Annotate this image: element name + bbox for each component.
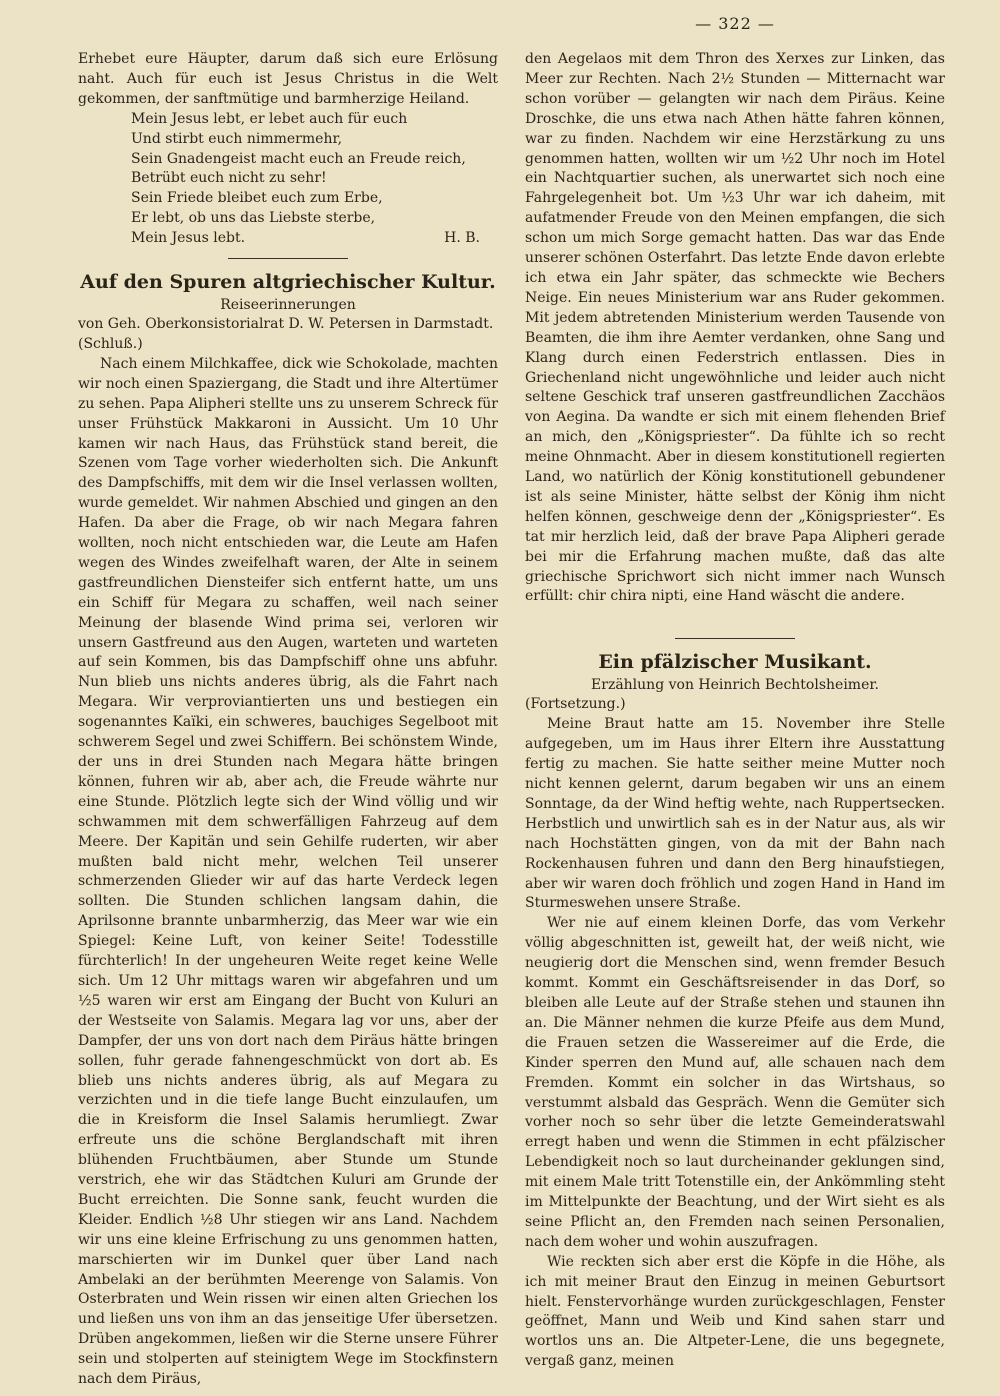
- article-subtitle: Reiseerinnerungen: [220, 297, 356, 314]
- article-byline: von Geh. Oberkonsistorialrat D. W. Petersen in Darmstadt.: [78, 316, 494, 333]
- article-continuation: den Aegelaos mit dem Thron des Xerxes zur Linken, das Meer zur Rechten. Nach 2½ Stunden — Mitternacht war schon vorüber — gelangten wir nach dem Piräus. Keine Droschke, die uns etwa nach Athen hätte fahren können, war zu finden. Nachdem wir eine Herzstärkung zu uns genommen hatten, wollten wir um ½2 Uhr noch im Hotel ein Nachtquartier suchen, als unerwartet sich noch eine Fahrgelegenheit bot. Um ½3 Uhr war ich daheim, mit aufatmender Freude von den Meinen empfangen, die sich schon um mich Sorge gemacht hatten. Das war das Ende unserer schönen Osterfahrt. Das letzte Ende davon erlebte ich etwa ein Jahr später, das schmeckte wie Bechers Neige. Ein neues Ministerium war ans Ruder gekommen. Mit jedem abtretenden Ministerium werden Tausende von Beamten, die ihm ihre Aemter verdanken, ohne Sang und Klang durch einen Federstrich entlassen. Dies in Griechenland nicht ungewöhnliche und leider auch nicht seltene Geschick traf unseren gastfreundlichen Zacchäos von Aegina. Da wandte er sich mit einem flehenden Brief an mich, den „Königspriester“. Da fühlte ich so recht meine Ohnmacht. Aber in diesem konstitutionell regierten Land, wo natürlich der König konstitutionell gebundener ist als seine Minister, hätte selbst der König ihm nicht helfen können, geschweige denn der „Königspriester“. Es tat mir herzlich leid, daß der brave Papa Alipheri gerade bei mir die Erfahrung machen mußte, daß das alte griechische Sprichwort sich nicht immer nach Wunsch erfüllt: chir chira nipti, eine Hand wäscht die andere.: [525, 51, 945, 605]
- poem-line: Betrübt euch nicht zu sehr!: [131, 170, 327, 187]
- story-paragraph: Wie reckten sich aber erst die Köpfe in die Höhe, als ich mit meiner Braut den Einzug in meinen Geburtsort hielt. Fenstervorhänge wurden zurückgeschlagen, Fenster geöffnet, Mann und Weib und Kind sahen starr und wortlos uns an. Die Altpeter-Lene, die uns begegnete, vergaß ganz, meinen: [525, 1253, 945, 1370]
- poem-line: Sein Gnadengeist macht euch an Freude reich,: [131, 150, 466, 167]
- story-byline: Erzählung von Heinrich Bechtolsheimer.: [591, 677, 879, 694]
- right-column: [525, 50, 945, 1372]
- poem-line: Mein Jesus lebt.: [131, 230, 246, 247]
- section-divider: [228, 258, 348, 259]
- poem: [131, 110, 498, 249]
- sermon-closing-paragraph: Erhebet eure Häupter, darum daß sich eure Erlösung naht. Auch für euch ist Jesus Christus in die Welt gekommen, der sanftmütige und barmherzige Heiland.: [78, 51, 498, 107]
- poem-line: Mein Jesus lebt, er lebet auch für euch: [131, 110, 408, 127]
- story-paragraph: Meine Braut hatte am 15. November ihre Stelle aufgegeben, um im Haus ihrer Eltern ihre Ausstattung fertig zu machen. Sie hatte seither meine Mutter noch nicht kennen gelernt, darum begaben wir uns an einem Sonntage, da der Wind heftig wehte, nach Ruppertsecken. Herbstlich und unwirtlich sah es in der Natur aus, als wir nach Hochstätten gingen, von da mit der Bahn nach Rockenhausen fuhren und dann den Berg hinaufstiegen, aber wir waren doch fröhlich und zogen Hand in Hand im Sturmeswehen unsere Straße.: [525, 716, 945, 912]
- poem-signature: H. B.: [444, 230, 480, 247]
- poem-last-line: [131, 229, 498, 249]
- page-number: — 322 —: [695, 14, 775, 33]
- poem-line: Sein Friede bleibet euch zum Erbe,: [131, 190, 383, 207]
- article-paragraph: Nach einem Milchkaffee, dick wie Schokolade, machten wir noch einen Spaziergang, die Stadt und ihre Altertümer zu sehen. Papa Alipheri stellte uns zu unserem Schreck für unser Frühstück Makkaroni in Aussicht. Um 10 Uhr kamen wir nach Haus, das Frühstück stand bereit, die Szenen vom Tage vorher wiederholten sich. Die Ankunft des Dampfschiffs, mit dem wir die Insel verlassen wollten, wurde gemeldet. Wir nahmen Abschied und gingen an den Hafen. Da aber die Frage, ob wir nach Megara fahren wollten, noch nicht entschieden war, die Leute am Hafen wegen des Windes zweifelhaft waren, der Alte in seinem gastfreundlichen Diensteifer sich entfernt hatte, um uns ein Schiff für Megara zu schaffen, weil nach seiner Meinung der blasende Wind prima sei, verloren wir unsern Gastfreund aus den Augen, warteten und warteten auf sein Kommen, bis das Dampfschiff ohne uns abfuhr. Nun blieb uns nichts anderes übrig, als die Fahrt nach Megara. Wir verproviantierten uns und bestiegen ein sogenanntes Kaïki, ein schweres, bauchiges Segelboot mit schwerem Segel und zwei Schiffern. Bei schönstem Winde, der uns in drei Stunden nach Megara hätte bringen können, fuhren wir ab, aber ach, die Freude währte nur eine Stunde. Plötzlich legte sich der Wind völlig und wir schwammen mit dem schwerfälligen Fahrzeug auf dem Meere. Der Kapitän und sein Gehilfe ruderten, wir aber mußten bald nicht mehr, welchen Teil unserer schmerzenden Glieder wir auf das harte Verdeck legen sollten. Die Stunden schlichen langsam dahin, die Aprilsonne brannte unbarmherzig, das Meer war wie ein Spiegel: Keine Luft, von keiner Seite! Todesstille fürchterlich! In der ungeheuren Weite reget keine Welle sich. Um 12 Uhr mittags waren wir abgefahren und um ½5 waren wir erst am Eingang der Bucht von Kuluri an der Westseite von Salamis. Megara lag vor uns, aber der Dampfer, der uns von dort nach dem Piräus hätte bringen sollen, fuhr gerade fahnengeschmückt von dort ab. Es blieb uns nichts anderes übrig, als auf Megara zu verzichten und in die tiefe lange Bucht einzulaufen, um die in Kreisform die Insel Salamis herumliegt. Zwar erfreute uns die schöne Berglandschaft mit ihren blühenden Fruchtbäumen, aber Stunde um Stunde verstrich, ehe wir das Städtchen Kuluri am Grunde der Bucht erreichten. Die Sonne sank, feucht wurden die Kleider. Endlich ½8 Uhr stiegen wir ans Land. Nachdem wir uns eine kleine Erfrischung zu uns genommen hatten, marschierten wir im Dunkel quer über Land nach Ambelaki an der berühmten Meerenge von Salamis. Von Osterbraten und Wein rissen wir einen alten Griechen los und ließen uns von ihm an das jenseitige Ufer übersetzen. Drüben angekommen, ließen wir die Sterne unsere Führer sein und stolperten auf steinigtem Wege im Stockfinstern nach dem Piräus,: [78, 355, 498, 1388]
- story-status: (Fortsetzung.): [525, 696, 626, 713]
- left-column: [78, 50, 498, 1390]
- story-paragraph: Wer nie auf einem kleinen Dorfe, das vom Verkehr völlig abgeschnitten ist, geweilt hat, der weiß nicht, wie neugierig dort die Menschen sind, wenn fremder Besuch kommt. Kommt ein Geschäftsreisender in das Dorf, so bleiben alle Leute auf der Straße stehen und staunen ihn an. Die Männer nehmen die kurze Pfeife aus dem Mund, die Frauen setzen die Wassereimer auf die Erde, die Kinder sperren den Mund auf, alle schauen nach dem Fremden. Kommt ein solcher in das Wirtshaus, so verstummt alsbald das Gespräch. Wenn die Gemüter sich vorher noch so sehr über die letzte Gemeinderatswahl erregt haben und wenn die Stimmen in echt pfälzischer Lebendigkeit noch so laut durcheinander geklungen sind, mit einem Male tritt Totenstille ein, der Ankömmling steht im Mittelpunkte der Beachtung, und der Wirt sieht es als seine Pflicht an, den Fremden nach seinen Personalien, nach dem woher und wohin auszufragen.: [525, 915, 945, 1250]
- article-title: Auf den Spuren altgriechischer Kultur.: [80, 271, 496, 294]
- section-divider: [675, 638, 795, 639]
- article-status: (Schluß.): [78, 335, 143, 352]
- poem-line: Er lebt, ob uns das Liebste sterbe,: [131, 210, 376, 227]
- poem-line: Und stirbt euch nimmermehr,: [131, 130, 343, 147]
- story-title: Ein pfälzischer Musikant.: [598, 651, 872, 674]
